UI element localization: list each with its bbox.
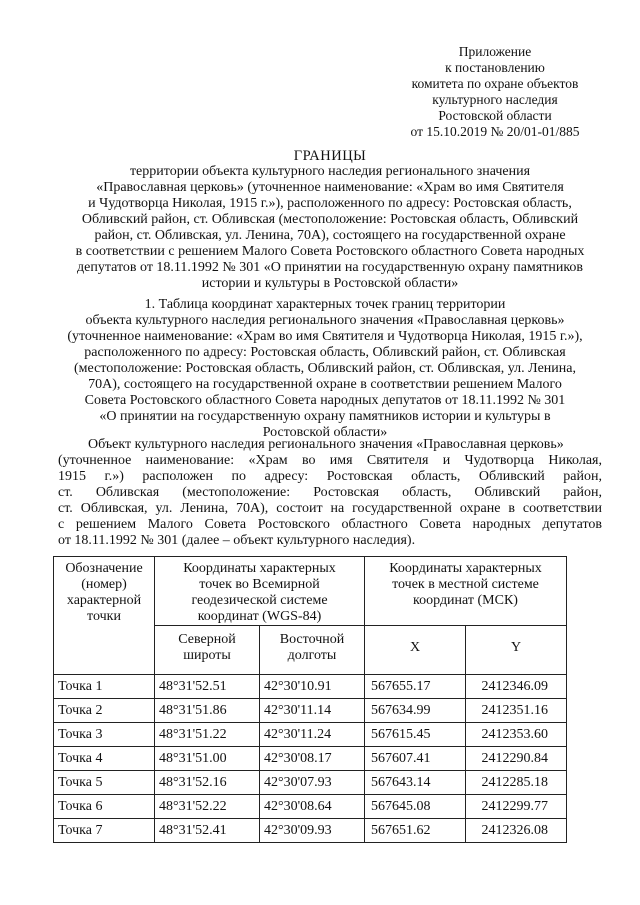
header-text: точки (87, 609, 121, 624)
section-line: объекта культурного наследия регионального значения «Православная церковь» (85, 313, 565, 328)
cell-x: 567607.41 (365, 747, 466, 771)
cell-lon: 42°30'07.93 (260, 771, 365, 795)
header-text: точек во Всемирной (199, 577, 320, 592)
header-text: (номер) (81, 577, 127, 592)
cell-lat: 48°31'52.41 (155, 819, 260, 843)
title-line: в соответствии с решением Малого Совета Ростовского областного Совета народных (75, 244, 585, 259)
section-line: 1. Таблица координат характерных точек границ территории (144, 297, 506, 312)
header-text: координат (МСК) (413, 593, 518, 608)
coordinates-table (53, 556, 567, 843)
table-row (54, 699, 567, 723)
header-msk (365, 557, 567, 626)
cell-lat: 48°31'52.22 (155, 795, 260, 819)
section-line: 70А), состоящего на государственной охране в соответствии решением Малого (88, 377, 562, 392)
cell-point: Точка 2 (54, 699, 155, 723)
table-row (54, 771, 567, 795)
cell-y: 2412285.18 (466, 771, 567, 795)
paragraph-line: Объект культурного наследия регионального значения «Православная церковь» (88, 437, 564, 452)
approval-line: Ростовской области (438, 108, 552, 123)
cell-lon: 42°30'09.93 (260, 819, 365, 843)
cell-point: Точка 4 (54, 747, 155, 771)
cell-point: Точка 6 (54, 795, 155, 819)
cell-lat: 48°31'51.22 (155, 723, 260, 747)
title-line: территории объекта культурного наследия регионального значения (129, 164, 531, 179)
title-line: район, ст. Обливская, ул. Ленина, 70А), состоящего на государственной охране (94, 228, 566, 243)
cell-lat: 48°31'52.51 (155, 675, 260, 699)
header-text: Северной (178, 632, 236, 647)
cell-x: 567655.17 (365, 675, 466, 699)
section-line: (уточненное наименование: «Храм во имя Святителя и Чудотворца Николая, 1915 г.»), (67, 329, 583, 344)
title-line: депутатов от 18.11.1992 № 301 «О принятии на государственную охрану памятников (76, 260, 584, 275)
cell-x: 567651.62 (365, 819, 466, 843)
cell-y: 2412353.60 (466, 723, 567, 747)
header-x: X (365, 626, 466, 675)
table-row (54, 675, 567, 699)
header-wgs (155, 557, 365, 626)
header-y: Y (466, 626, 567, 675)
cell-lat: 48°31'52.16 (155, 771, 260, 795)
cell-lon: 42°30'10.91 (260, 675, 365, 699)
cell-y: 2412326.08 (466, 819, 567, 843)
document-title (40, 148, 620, 292)
cell-x: 567643.14 (365, 771, 466, 795)
cell-y: 2412351.16 (466, 699, 567, 723)
title-heading: ГРАНИЦЫ (293, 148, 367, 164)
paragraph-line: (уточненное наименование: «Храм во имя Святителя и Чудотворца Николая, (58, 453, 602, 468)
paragraph-line: 1915 г.») расположен по адресу: Ростовская область, Обливский район, (58, 469, 602, 484)
paragraph-line: ст. Обливская, ул. Ленина, 70А), состоит на государственной охране в соответствии (58, 501, 602, 516)
header-latitude (155, 626, 260, 675)
section-line: «О принятии на государственную охрану памятников истории и культуры в (99, 409, 551, 424)
title-line: и Чудотворца Николая, 1915 г.»), расположенного по адресу: Ростовская область, (88, 196, 572, 211)
table-row (54, 747, 567, 771)
paragraph-line: ст. Обливская (местоположение: Ростовская область, Обливский район, (58, 485, 602, 500)
approval-block (380, 44, 610, 140)
cell-lat: 48°31'51.86 (155, 699, 260, 723)
section-line: Совета Ростовского областного Совета народных депутатов от 18.11.1992 № 301 (84, 393, 566, 408)
header-text: геодезической системе (191, 593, 328, 608)
header-text: Координаты характерных (389, 561, 542, 576)
section-line: (местоположение: Ростовская область, Обливский район, ст. Обливская, ул. Ленина, (74, 361, 576, 376)
approval-line: Приложение (458, 44, 532, 59)
section-heading (30, 297, 620, 441)
cell-y: 2412346.09 (466, 675, 567, 699)
header-text: долготы (287, 648, 337, 663)
header-text: координат (WGS-84) (197, 609, 322, 624)
cell-lon: 42°30'11.24 (260, 723, 365, 747)
cell-point: Точка 5 (54, 771, 155, 795)
cell-x: 567615.45 (365, 723, 466, 747)
description-paragraph (58, 437, 602, 549)
cell-y: 2412290.84 (466, 747, 567, 771)
approval-line: от 15.10.2019 № 20/01-01/885 (410, 124, 580, 139)
title-line: Обливский район, ст. Обливская (местоположение: Ростовская область, Обливский (81, 212, 579, 227)
cell-y: 2412299.77 (466, 795, 567, 819)
paragraph-line: от 18.11.1992 № 301 (далее – объект культурного наследия). (58, 533, 416, 548)
cell-lon: 42°30'08.64 (260, 795, 365, 819)
title-line: «Православная церковь» (уточненное наименование: «Храм во имя Святителя (96, 180, 564, 195)
cell-x: 567634.99 (365, 699, 466, 723)
section-line: Ростовской области» (262, 425, 388, 440)
approval-line: комитета по охране объектов (411, 76, 579, 91)
cell-point: Точка 1 (54, 675, 155, 699)
cell-point: Точка 3 (54, 723, 155, 747)
header-text: характерной (66, 593, 142, 608)
table-row (54, 795, 567, 819)
header-text: точек в местной системе (392, 577, 539, 592)
title-line: истории и культуры в Ростовской области» (201, 276, 459, 291)
header-text: Восточной (279, 632, 345, 647)
cell-lon: 42°30'08.17 (260, 747, 365, 771)
header-text: широты (183, 648, 231, 663)
paragraph-line: с решением Малого Совета Ростовского областного Совета народных депутатов (58, 517, 602, 532)
cell-lat: 48°31'51.00 (155, 747, 260, 771)
cell-point: Точка 7 (54, 819, 155, 843)
header-longitude (260, 626, 365, 675)
section-line: расположенного по адресу: Ростовская область, Обливский район, ст. Обливская (84, 345, 566, 360)
table-row (54, 819, 567, 843)
cell-x: 567645.08 (365, 795, 466, 819)
cell-lon: 42°30'11.14 (260, 699, 365, 723)
table-row (54, 723, 567, 747)
approval-line: к постановлению (445, 60, 545, 75)
approval-line: культурного наследия (432, 92, 558, 107)
header-text: Координаты характерных (183, 561, 336, 576)
header-text: Обозначение (65, 561, 143, 576)
table-header-row (54, 557, 567, 626)
header-point-name (54, 557, 155, 675)
